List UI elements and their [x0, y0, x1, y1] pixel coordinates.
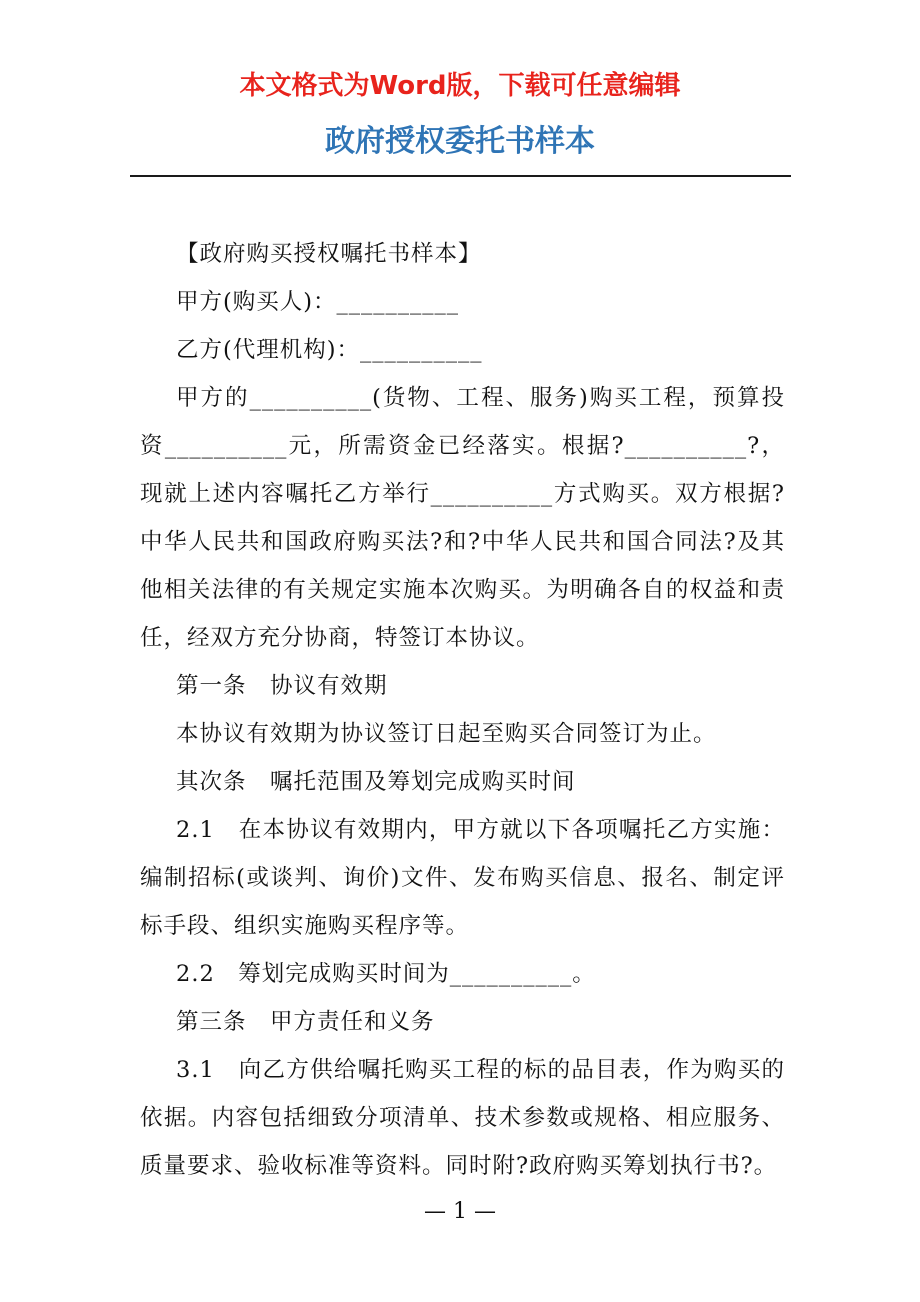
clause-3-1: 3.1 向乙方供给嘱托购买工程的标的品目表，作为购买的依据。内容包括细致分项清单、技术参数或规格、相应服务、质量要求、验收标准等资料。同时附?政府购买筹划执行书?。	[140, 1057, 785, 1179]
title-divider	[130, 175, 791, 177]
article-2-heading: 其次条 嘱托范围及筹划完成购买时间	[176, 769, 576, 795]
article-1-text: 本协议有效期为协议签订日起至购买合同签订为止。	[176, 721, 717, 747]
clause-2-2: 2.2 筹划完成购买时间为__________。	[176, 961, 596, 987]
article-1-heading: 第一条 协议有效期	[176, 673, 388, 699]
section-heading-sample: 【政府购买授权嘱托书样本】	[176, 241, 482, 267]
article-3-heading: 第三条 甲方责任和义务	[176, 1009, 435, 1035]
party-a-line: 甲方(购买人)：__________	[176, 289, 460, 315]
clause-2-1: 2.1 在本协议有效期内，甲方就以下各项嘱托乙方实施：编制招标(或谈判、询价)文件、发布购买信息、报名、制定评标手段、组织实施购买程序等。	[140, 817, 785, 939]
party-b-line: 乙方(代理机构)：__________	[176, 337, 483, 363]
page-number: — 1 —	[424, 1199, 496, 1224]
document-title: 政府授权委托书样本	[325, 124, 595, 159]
word-format-banner: 本文格式为Word版，下载可任意编辑	[239, 71, 681, 101]
preamble-paragraph: 甲方的__________(货物、工程、服务)购买工程，预算投资__________元，所需资金已经落实。根据?__________?，现就上述内容嘱托乙方举行__________方式购买。双方根据?中华人民共和国政府购买法?和?中华人民共和国合同法?及其他相关法律的有关规定实施本次购买。为明确各自的权益和责任，经双方充分协商，特签订本协议。	[140, 385, 785, 651]
document-body	[140, 230, 785, 1190]
